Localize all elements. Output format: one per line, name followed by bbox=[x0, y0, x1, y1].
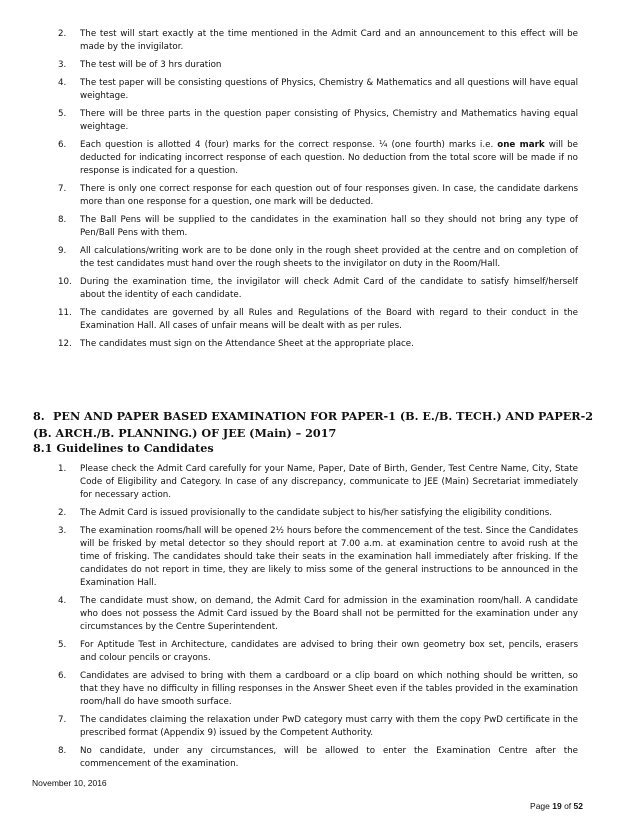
list-item: 7. There is only one correct response for each question out of four responses given. In case, the candidate darkens more than one response for a question, one mark will be deducted. bbox=[58, 184, 578, 207]
list-item-text: Each question is allotted 4 (four) marks for the correct response. ¼ (one fourth) marks i.e. bbox=[80, 140, 498, 150]
section-heading: 8. PEN AND PAPER BASED EXAMINATION FOR PAPER-1 (B. E./B. TECH.) AND PAPER-2 (B. ARCH./B. PLANNING.) OF JEE (Main) – 2017 bbox=[33, 409, 594, 440]
list-item: 3. The examination rooms/hall will be opened 2½ hours before the commencement of the test. Since the Candidates will be frisked by metal detector so they should report at 7.00 a.m. at examination centre to avoid rush at the time of frisking. The candidates should take their seats in the examination hall immediately after frisking. If the candidates do not report in time, they are likely to miss some of the general instructions to be announced in the Examination Hall. bbox=[58, 526, 578, 588]
list-item: 3. The test will be of 3 hrs duration bbox=[58, 60, 222, 70]
list-item-text: For Aptitude Test in Architecture, candidates are advised to bring their own geometry box set, pencils, erasers and colour pencils or crayons. bbox=[80, 640, 578, 663]
list-item: 4. The candidate must show, on demand, the Admit Card for admission in the examination room/hall. A candidate who does not possess the Admit Card issued by the Board shall not be permitted for the examination under any circumstances by the Centre Superintendent. bbox=[58, 596, 578, 632]
list-item-text: The candidates claiming the relaxation under PwD category must carry with them the copy PwD certificate in the prescribed format (Appendix 9) issued by the Competent Authority. bbox=[80, 715, 578, 738]
list-item: 1. Please check the Admit Card carefully for your Name, Paper, Date of Birth, Gender, Test Centre Name, City, State Code of Eligibility and Category. In case of any discrepancy, communicate to JEE (Main) Secretariat immediately for necessary action. bbox=[58, 464, 578, 500]
list-item-text: The examination rooms/hall will be opened 2½ hours before the commencement of the test. Since the Candidates will be frisked by metal detector so they should report at 7.00 a.m. at examination centre to avoid rush at the time of frisking. The candidates should take their seats in the examination hall immediately after frisking. If the candidates do not report in time, they are likely to miss some of the general instructions to be announced in the Examination Hall. bbox=[80, 526, 578, 588]
list-item-text: There will be three parts in the question paper consisting of Physics, Chemistry and Mathematics having equal weightage. bbox=[80, 109, 578, 132]
instructions-list-continued bbox=[0, 28, 578, 356]
list-item-text: There is only one correct response for each question out of four responses given. In case, the candidate darkens more than one response for a question, one mark will be deducted. bbox=[80, 184, 578, 207]
list-item: 4. The test paper will be consisting questions of Physics, Chemistry & Mathematics and all questions will have equal weightage. bbox=[58, 78, 578, 101]
list-item: 11. The candidates are governed by all Rules and Regulations of the Board with regard to their conduct in the Examination Hall. All cases of unfair means will be dealt with as per rules. bbox=[58, 308, 578, 331]
list-item-text: The candidate must show, on demand, the Admit Card for admission in the examination room/hall. A candidate who does not possess the Admit Card issued by the Board shall not be permitted for the examination under any circumstances by the Centre Superintendent. bbox=[80, 596, 578, 632]
list-item-text: No candidate, under any circumstances, will be allowed to enter the Examination Centre after the commencement of the examination. bbox=[80, 746, 578, 769]
list-item-text: During the examination time, the invigilator will check Admit Card of the candidate to satisfy himself/herself about the identity of each candidate. bbox=[80, 277, 578, 300]
list-item: 10. During the examination time, the invigilator will check Admit Card of the candidate to satisfy himself/herself about the identity of each candidate. bbox=[58, 277, 578, 300]
section-title: PEN AND PAPER BASED EXAMINATION FOR PAPER-1 (B. E./B. TECH.) AND PAPER-2 (B. ARCH./B. PLANNING.) OF JEE (Main) – 2017 bbox=[33, 409, 594, 440]
subsection-heading: 8.1 Guidelines to Candidates bbox=[33, 441, 214, 455]
list-item: 6. Candidates are advised to bring with them a cardboard or a clip board on which nothing should be written, so that they have no difficulty in filling responses in the Answer Sheet even if the tables provided in the examination room/hall do have smooth surface. bbox=[58, 671, 578, 707]
current-page: 19 bbox=[552, 801, 562, 811]
list-item: 2. The Admit Card is issued provisionally to the candidate subject to his/her satisfying the eligibility conditions. bbox=[58, 508, 552, 518]
list-item-text: The test will start exactly at the time mentioned in the Admit Card and an announcement to this effect will be made by the invigilator. bbox=[80, 29, 578, 52]
list-item-text: The Ball Pens will be supplied to the candidates in the examination hall so they should not bring any type of Pen/Ball Pens with them. bbox=[80, 215, 578, 238]
guidelines-list bbox=[0, 463, 578, 776]
total-pages: 52 bbox=[573, 801, 583, 811]
list-item: 7. The candidates claiming the relaxation under PwD category must carry with them the copy PwD certificate in the prescribed format (Appendix 9) issued by the Competent Authority. bbox=[58, 715, 578, 738]
footer-date: November 10, 2016 bbox=[32, 778, 107, 788]
list-item-text: Please check the Admit Card carefully for your Name, Paper, Date of Birth, Gender, Test Centre Name, City, State Code of Eligibility and Category. In case of any discrepancy, communicate to JEE (Main) Secretariat immediately for necessary action. bbox=[80, 464, 578, 500]
list-item: 6. Each question is allotted 4 (four) marks for the correct response. ¼ (one fourth) marks i.e. one mark will be deducted for indicating incorrect response of each question. No deduction from the total score will be made if no response is indicated for a question. bbox=[58, 140, 578, 176]
list-item: 9. All calculations/writing work are to be done only in the rough sheet provided at the centre and on completion of the test candidates must hand over the rough sheets to the invigilator on duty in the Room/Hall. bbox=[58, 246, 578, 269]
list-item-text: The candidates are governed by all Rules and Regulations of the Board with regard to their conduct in the Examination Hall. All cases of unfair means will be dealt with as per rules. bbox=[80, 308, 578, 331]
list-item-text: The candidates must sign on the Attendance Sheet at the appropriate place. bbox=[80, 339, 414, 349]
list-item-text: The Admit Card is issued provisionally to the candidate subject to his/her satisfying the eligibility conditions. bbox=[80, 508, 552, 518]
list-item: 8. The Ball Pens will be supplied to the candidates in the examination hall so they should not bring any type of Pen/Ball Pens with them. bbox=[58, 215, 578, 238]
list-item-text: will be deducted for indicating incorrect response of each question. No deduction from the total score will be made if no response is indicated for a question. bbox=[80, 140, 578, 176]
list-item-text: The test will be of 3 hrs duration bbox=[80, 60, 222, 70]
list-item: 5. For Aptitude Test in Architecture, candidates are advised to bring their own geometry box set, pencils, erasers and colour pencils or crayons. bbox=[58, 640, 578, 663]
page-number: Page 19 of 52 bbox=[530, 801, 583, 811]
list-item-text: All calculations/writing work are to be done only in the rough sheet provided at the centre and on completion of the test candidates must hand over the rough sheets to the invigilator on duty in the Room/Hall. bbox=[80, 246, 578, 269]
list-item: 8. No candidate, under any circumstances, will be allowed to enter the Examination Centre after the commencement of the examination. bbox=[58, 746, 578, 769]
list-item: 2. The test will start exactly at the time mentioned in the Admit Card and an announcement to this effect will be made by the invigilator. bbox=[58, 29, 578, 52]
list-item-text: Candidates are advised to bring with them a cardboard or a clip board on which nothing should be written, so that they have no difficulty in filling responses in the Answer Sheet even if the tables provided in the examination room/hall do have smooth surface. bbox=[80, 671, 578, 707]
list-item-emphasis: one mark bbox=[497, 140, 545, 150]
list-item-text: The test paper will be consisting questions of Physics, Chemistry & Mathematics and all questions will have equal weightage. bbox=[80, 78, 578, 101]
list-item: 5. There will be three parts in the question paper consisting of Physics, Chemistry and Mathematics having equal weightage. bbox=[58, 109, 578, 132]
list-item: 12. The candidates must sign on the Attendance Sheet at the appropriate place. bbox=[58, 339, 414, 349]
